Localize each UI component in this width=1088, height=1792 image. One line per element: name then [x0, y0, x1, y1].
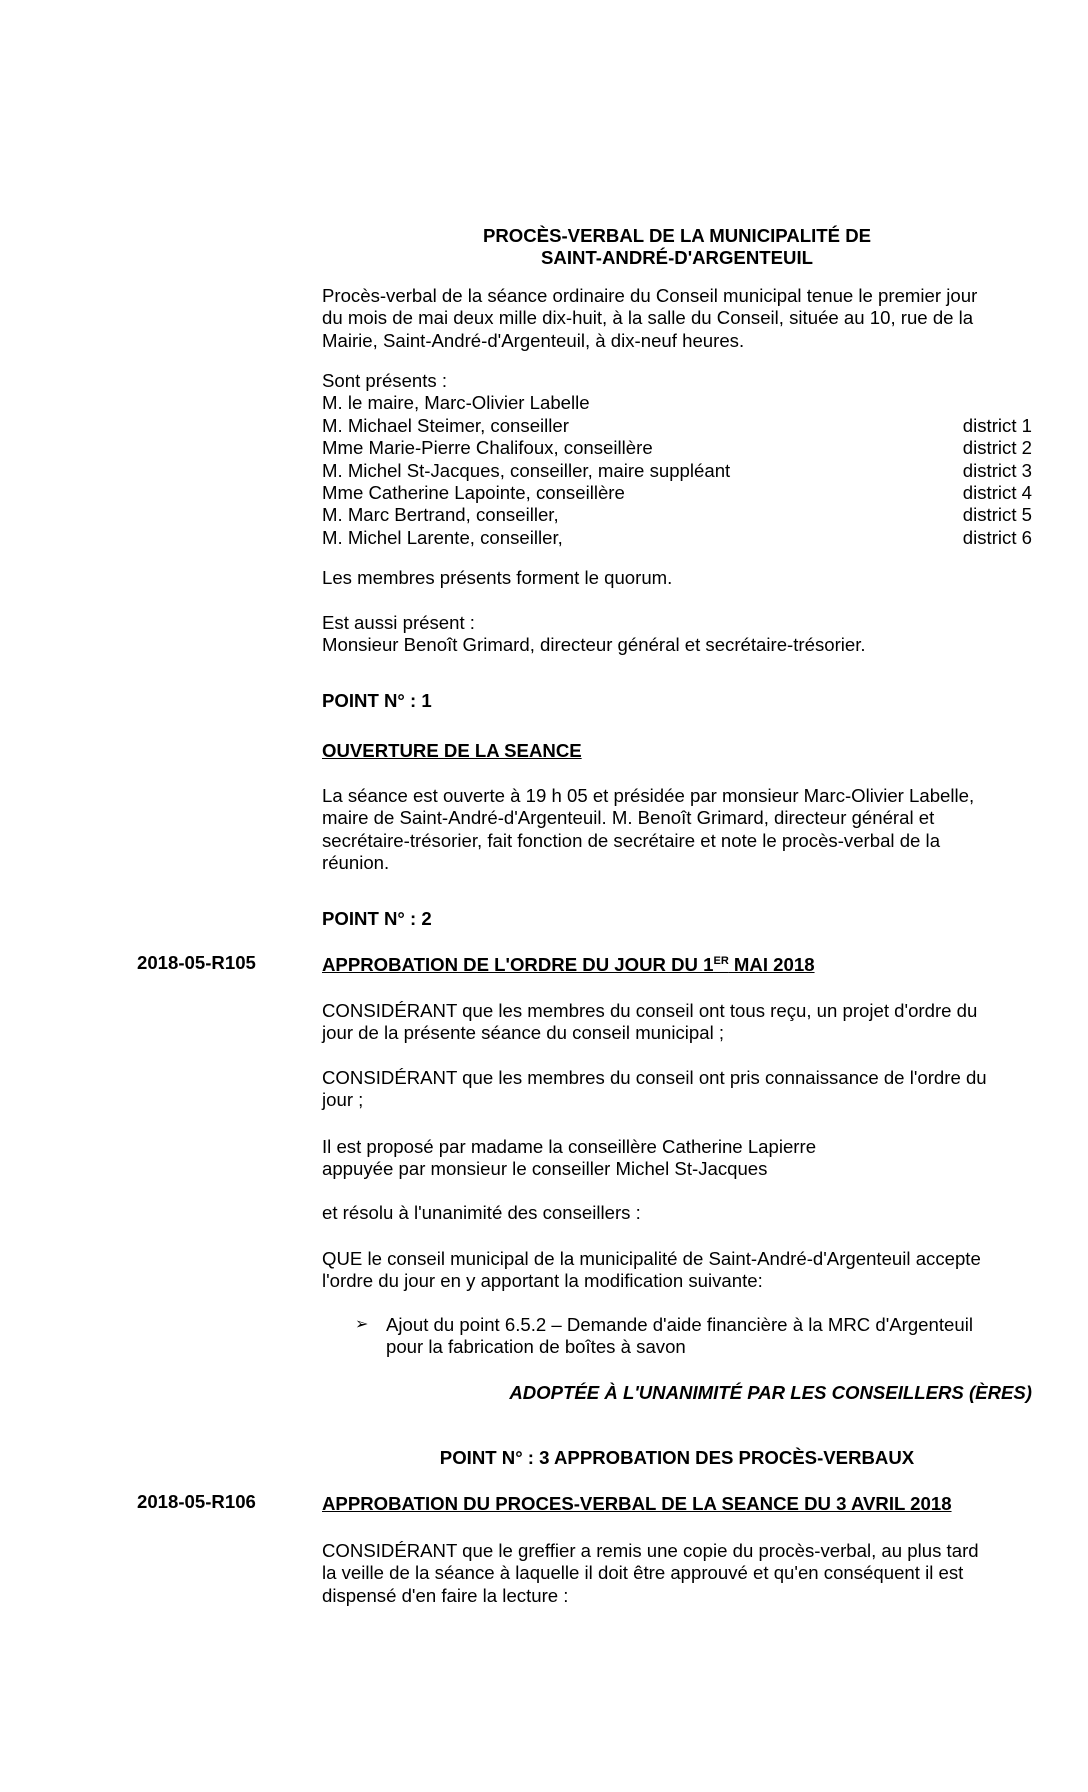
point-3-heading: APPROBATION DU PROCES-VERBAL DE LA SEANCE DU 3 AVRIL 2018: [322, 1493, 952, 1514]
intro-line-1: Procès-verbal de la séance ordinaire du Conseil municipal tenue le premier jour: [322, 285, 978, 306]
considerant-1-line-2: jour de la présente séance du conseil municipal ;: [322, 1022, 725, 1044]
point-2-heading-sup: ER: [713, 955, 729, 967]
point-1-label: POINT N° : 1: [322, 690, 432, 711]
considerant-1: [322, 1000, 1032, 1045]
point-3-line-2: la veille de la séance à laquelle il doit être approuvé et qu'en conséquent il est: [322, 1562, 964, 1584]
attendance-list: [322, 370, 1032, 549]
point-3-line-3: dispensé d'en faire la lecture :: [322, 1584, 569, 1606]
que-line-2: l'ordre du jour en y apportant la modification suivante:: [322, 1270, 763, 1292]
member-row: [322, 437, 1032, 459]
point-3-line-1: CONSIDÉRANT que le greffier a remis une copie du procès-verbal, au plus tard: [322, 1540, 979, 1561]
also-present-heading: Est aussi présent :: [322, 612, 475, 633]
resolution-number: 2018-05-R105: [137, 952, 256, 973]
member-district: district 3: [962, 459, 1032, 481]
intro-line-3: Mairie, Saint-André-d'Argenteuil, à dix-neuf heures.: [322, 329, 745, 351]
member-row: [322, 527, 1032, 549]
point-1-line-4: réunion.: [322, 852, 390, 874]
intro-line-2: du mois de mai deux mille dix-huit, à la salle du Conseil, située au 10, rue de la: [322, 307, 974, 329]
considerant-2-line-1: CONSIDÉRANT que les membres du conseil ont pris connaissance de l'ordre du: [322, 1067, 987, 1088]
member-district: district 2: [962, 437, 1032, 459]
resolution-number: 2018-05-R106: [137, 1491, 256, 1512]
member-row: [322, 460, 1032, 482]
quorum-statement: Les membres présents forment le quorum.: [322, 567, 673, 588]
member-district: district 4: [962, 482, 1032, 504]
member-name: Mme Catherine Lapointe, conseillère: [322, 482, 625, 504]
point-1-heading: OUVERTURE DE LA SEANCE: [322, 740, 582, 761]
point-2-label: POINT N° : 2: [322, 908, 432, 929]
member-district: district 1: [962, 414, 1032, 436]
bullet-line-2: pour la fabrication de boîtes à savon: [386, 1336, 686, 1358]
proposed-by: Il est proposé par madame la conseillère Catherine Lapierre: [322, 1136, 817, 1157]
member-district: district 5: [962, 504, 1032, 526]
point-3-label: POINT N° : 3 APPROBATION DES PROCÈS-VERBAUX: [439, 1447, 915, 1468]
point-1-line-3: secrétaire-trésorier, fait fonction de secrétaire et note le procès-verbal de la: [322, 829, 941, 851]
modification-bullet: [322, 1314, 1032, 1359]
also-present-name: Monsieur Benoît Grimard, directeur général et secrétaire-trésorier.: [322, 634, 866, 656]
point-3-considerant: [322, 1540, 1032, 1607]
point-2-heading-pre: APPROBATION DE L'ORDRE DU JOUR DU 1: [322, 954, 714, 975]
resolved-unanimous: et résolu à l'unanimité des conseillers :: [322, 1202, 641, 1223]
considerant-2-line-2: jour ;: [322, 1089, 364, 1111]
also-present: [322, 612, 1032, 657]
member-row: [322, 504, 1032, 526]
considerant-2: [322, 1067, 1032, 1112]
member-name: Mme Marie-Pierre Chalifoux, conseillère: [322, 437, 653, 459]
seconded-by: appuyée par monsieur le conseiller Michel St-Jacques: [322, 1158, 768, 1180]
que-clause: [322, 1248, 1032, 1293]
member-name: M. Michel St-Jacques, conseiller, maire suppléant: [322, 459, 731, 481]
attendance-heading: Sont présents :: [322, 370, 448, 391]
motion: [322, 1136, 1032, 1181]
adopted-statement: ADOPTÉE À L'UNANIMITÉ PAR LES CONSEILLERS (ÈRES): [509, 1382, 1032, 1403]
member-district: district 6: [962, 526, 1032, 548]
member-row: [322, 482, 1032, 504]
intro-paragraph: [322, 285, 1032, 352]
title-line-1: PROCÈS-VERBAL DE LA MUNICIPALITÉ DE: [482, 225, 872, 246]
point-2-heading: [322, 954, 1032, 976]
document-title: [322, 225, 1032, 269]
member-name: M. Michael Steimer, conseiller: [322, 414, 569, 436]
arrow-bullet-icon: ➢: [355, 1316, 369, 1333]
point-1-line-1: La séance est ouverte à 19 h 05 et présidée par monsieur Marc-Olivier Labelle,: [322, 785, 975, 806]
mayor-line: M. le maire, Marc-Olivier Labelle: [322, 392, 590, 414]
considerant-1-line-1: CONSIDÉRANT que les membres du conseil ont tous reçu, un projet d'ordre du: [322, 1000, 978, 1021]
point-1-paragraph: [322, 785, 1032, 875]
point-2-heading-post: MAI 2018: [728, 954, 815, 975]
member-row: [322, 415, 1032, 437]
title-line-2: SAINT-ANDRÉ-D'ARGENTEUIL: [541, 247, 813, 268]
bullet-line-1: Ajout du point 6.5.2 – Demande d'aide financière à la MRC d'Argenteuil: [386, 1314, 973, 1335]
point-1-line-2: maire de Saint-André-d'Argenteuil. M. Benoît Grimard, directeur général et: [322, 807, 935, 829]
que-line-1: QUE le conseil municipal de la municipalité de Saint-André-d'Argenteuil accepte: [322, 1248, 981, 1269]
member-name: M. Marc Bertrand, conseiller,: [322, 504, 559, 526]
member-name: M. Michel Larente, conseiller,: [322, 526, 563, 548]
